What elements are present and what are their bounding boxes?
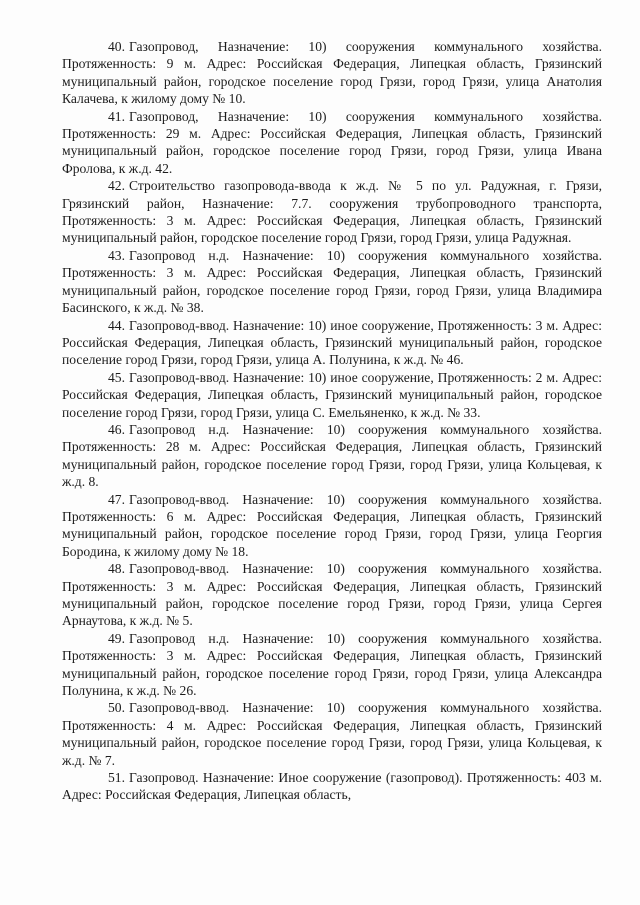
entry-text: Газопровод-ввод. Назначение: 10) иное сооружение, Протяженность: 3 м. Адрес: Российская Федерация, Липецкая область, Грязинский муниципальный район, городское поселение город Грязи, город Грязи, улица А. Полунина, к ж.д. № 46. xyxy=(62,317,602,368)
list-entry-48 xyxy=(62,560,602,630)
list-entry-49 xyxy=(62,630,602,700)
list-entry-50 xyxy=(62,699,602,769)
entry-number: 48. xyxy=(108,561,125,577)
list-entry-43 xyxy=(62,247,602,317)
entry-text: Газопровод н.д. Назначение: 10) сооружения коммунального хозяйства. Протяженность: 3 м. Адрес: Российская Федерация, Липецкая область, Грязинский муниципальный район, городское поселение город Грязи, город Грязи, улица Александра Полунина, к ж.д. № 26. xyxy=(62,630,602,699)
list-entry-46 xyxy=(62,421,602,491)
entry-text: Газопровод н.д. Назначение: 10) сооружения коммунального хозяйства. Протяженность: 3 м. Адрес: Российская Федерация, Липецкая область, Грязинский муниципальный район, городское поселение город Грязи, город Грязи, улица Владимира Басинского, к ж.д. № 38. xyxy=(62,247,602,316)
entry-text: Газопровод-ввод. Назначение: 10) иное сооружение, Протяженность: 2 м. Адрес: Российская Федерация, Липецкая область, Грязинский муниципальный район, городское поселение город Грязи, город Грязи, улица С. Емельяненко, к ж.д. № 33. xyxy=(62,369,602,420)
list-entry-40 xyxy=(62,38,602,108)
entry-list xyxy=(62,38,602,804)
entry-number: 50. xyxy=(108,700,125,716)
list-entry-42 xyxy=(62,177,602,247)
entry-number: 44. xyxy=(108,317,125,333)
entry-number: 41. xyxy=(108,108,125,124)
entry-text: Газопровод. Назначение: Иное сооружение (газопровод). Протяженность: 403 м. Адрес: Российская Федерация, Липецкая область, xyxy=(62,770,602,803)
entry-text: Газопровод, Назначение: 10) сооружения коммунального хозяйства. Протяженность: 29 м. Адрес: Российская Федерация, Липецкая область, Грязинский муниципальный район, городское поселение город Грязи, город Грязи, улица Ивана Фролова, к ж.д. 42. xyxy=(62,108,602,176)
entry-text: Газопровод-ввод. Назначение: 10) сооружения коммунального хозяйства. Протяженность: 4 м. Адрес: Российская Федерация, Липецкая область, Грязинский муниципальный район, городское поселение город Грязи, город Грязи, улица Кольцевая, к ж.д. № 7. xyxy=(62,700,602,768)
list-entry-41 xyxy=(62,108,602,178)
entry-number: 46. xyxy=(108,421,125,437)
entry-number: 43. xyxy=(108,247,125,263)
entry-number: 45. xyxy=(108,369,125,385)
entry-number: 42. xyxy=(108,178,125,194)
list-entry-44 xyxy=(62,317,602,369)
list-entry-47 xyxy=(62,491,602,561)
entry-number: 49. xyxy=(108,630,125,646)
entry-text: Газопровод-ввод. Назначение: 10) сооружения коммунального хозяйства. Протяженность: 3 м. Адрес: Российская Федерация, Липецкая область, Грязинский муниципальный район, городское поселение город Грязи, город Грязи, улица Сергея Арнаутова, к ж.д. № 5. xyxy=(62,561,602,629)
entry-number: 51. xyxy=(108,770,125,786)
entry-text: Строительство газопровода-ввода к ж.д. № 5 по ул. Радужная, г. Грязи, Грязинский район, Назначение: 7.7. сооружения трубопроводного транспорта, Протяженность: 3 м. Адрес: Российская Федерация, Липецкая область, Грязинский муниципальный район, городское поселение город Грязи, город Грязи, улица Радужная. xyxy=(62,178,602,246)
entry-text: Газопровод, Назначение: 10) сооружения коммунального хозяйства. Протяженность: 9 м. Адрес: Российская Федерация, Липецкая область, Грязинский муниципальный район, городское поселение город Грязи, город Грязи, улица Анатолия Калачева, к жилому дому № 10. xyxy=(62,39,602,107)
entry-number: 47. xyxy=(108,491,125,507)
list-entry-51 xyxy=(62,769,602,804)
entry-text: Газопровод н.д. Назначение: 10) сооружения коммунального хозяйства. Протяженность: 28 м. Адрес: Российская Федерация, Липецкая область, Грязинский муниципальный район, городское поселение город Грязи, город Грязи, улица Кольцевая, к ж.д. 8. xyxy=(62,421,602,490)
entry-text: Газопровод-ввод. Назначение: 10) сооружения коммунального хозяйства. Протяженность: 6 м. Адрес: Российская Федерация, Липецкая область, Грязинский муниципальный район, городское поселение город Грязи, город Грязи, улица Георгия Бородина, к жилому дому № 18. xyxy=(62,491,602,559)
list-entry-45 xyxy=(62,369,602,421)
entry-number: 40. xyxy=(108,39,125,54)
